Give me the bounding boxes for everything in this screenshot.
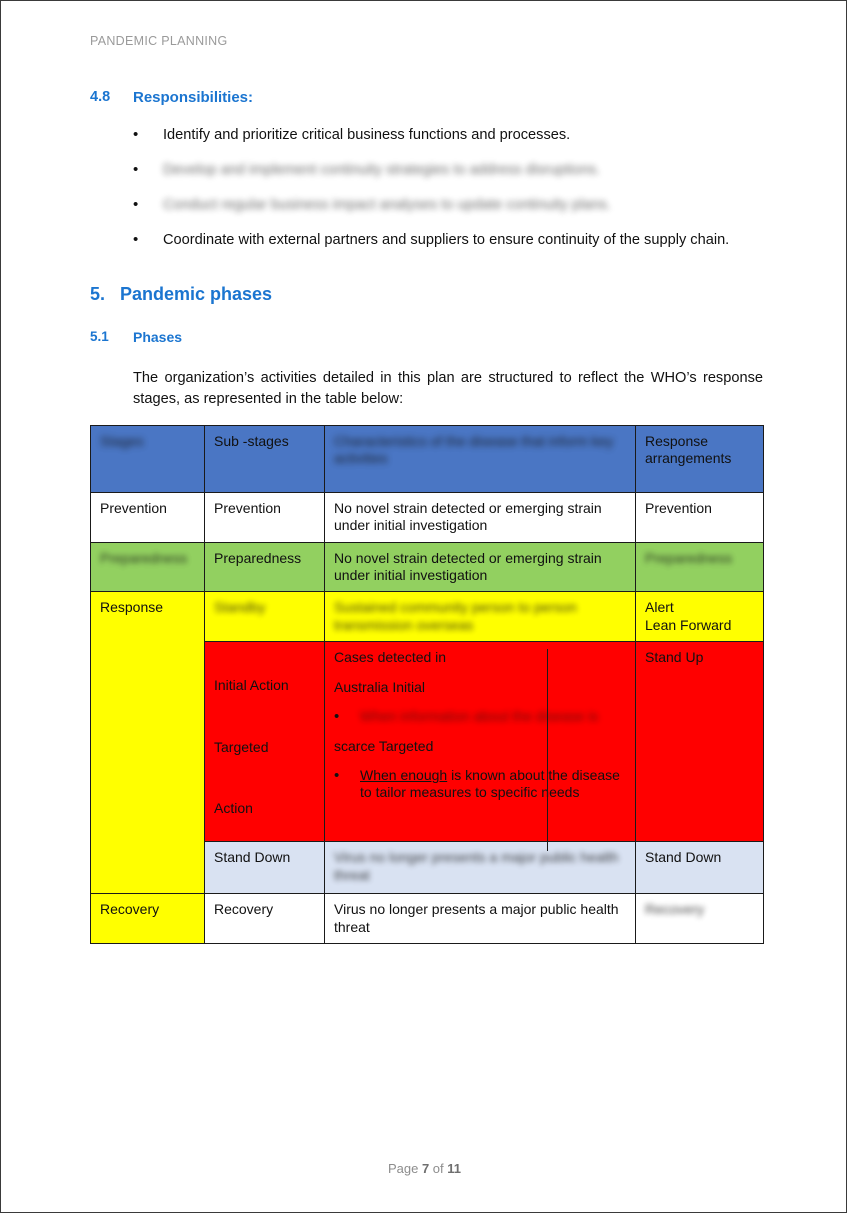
- bullet-dot-icon: •: [334, 767, 340, 785]
- cell-characteristics-label: Virus no longer presents a major public health threat: [334, 849, 619, 883]
- list-item-underlined-phrase: When enough: [360, 767, 448, 784]
- cell-substage-label-targeted: Targeted: [214, 738, 269, 755]
- section-title-responsibilities: Responsibilities:: [133, 89, 254, 106]
- cell-response: [636, 642, 764, 842]
- list-item-label: [360, 767, 627, 801]
- cell-characteristics: [325, 842, 636, 894]
- column-header-sub-stages: [205, 426, 325, 493]
- list-item-rest: is known about the disease to tailor measures to specific needs: [360, 767, 620, 801]
- list-item-label: Identify and prioritize critical business functions and processes.: [163, 127, 571, 143]
- cell-substage: [205, 894, 325, 944]
- list-item: [334, 708, 627, 726]
- characteristics-line-scarce-targeted: scarce Targeted: [334, 737, 434, 754]
- cell-characteristics: [325, 542, 636, 592]
- cell-characteristics-label: No novel strain detected or emerging strain under initial investigation: [334, 500, 602, 534]
- cell-response: [636, 493, 764, 543]
- cell-substage-label: Stand Down: [214, 849, 291, 866]
- bullet-dot-icon: •: [334, 707, 340, 725]
- bullet-dot-icon: •: [133, 196, 139, 213]
- cell-characteristics: [325, 592, 636, 642]
- cell-substage: [205, 592, 325, 642]
- cell-stage-label: Recovery: [100, 901, 160, 918]
- table-header-row: [91, 426, 764, 493]
- cell-response-label: Preparedness: [645, 549, 733, 566]
- list-item: [133, 127, 773, 162]
- cell-stage: [91, 542, 205, 592]
- cell-response: [636, 592, 764, 642]
- footer-middle: of: [429, 1161, 448, 1176]
- cell-stage-label: Preparedness: [100, 549, 188, 566]
- cell-stage-label: Prevention: [100, 500, 167, 516]
- characteristics-bullet-list: [334, 708, 627, 726]
- column-header-stages: [91, 426, 205, 493]
- list-item: [334, 767, 627, 801]
- section-title-phases: Phases: [133, 329, 183, 345]
- cell-characteristics-label: No novel strain detected or emerging strain under initial investigation: [334, 549, 602, 584]
- column-header-characteristics-label: Characteristics of the disease that inform key activities: [334, 433, 614, 467]
- bullet-dot-icon: •: [133, 231, 139, 248]
- cell-response: [636, 842, 764, 894]
- cell-response-label: Prevention: [645, 500, 712, 516]
- cell-response: [636, 542, 764, 592]
- table-row: [91, 542, 764, 592]
- cell-substage-label-initial-action: Initial Action: [214, 677, 289, 694]
- document-header: PANDEMIC PLANNING: [90, 34, 228, 48]
- cell-characteristics-label: Sustained community person to person transmission overseas: [334, 599, 577, 633]
- pandemic-phases-table: [90, 425, 764, 944]
- characteristics-line-cases-detected: Cases detected in: [334, 649, 447, 666]
- list-item: [133, 162, 773, 197]
- cell-response-label-lean-forward: Lean Forward: [645, 616, 732, 633]
- cell-substage: [205, 842, 325, 894]
- list-item-label: Coordinate with external partners and suppliers to ensure continuity of the supply chain.: [163, 232, 730, 248]
- cell-characteristics: [325, 493, 636, 543]
- cell-substage: [205, 493, 325, 543]
- phases-intro-paragraph: The organization’s activities detailed in this plan are structured to reflect the WHO’s response stages, as represented in the table below:: [133, 370, 763, 407]
- cell-stage: [91, 493, 205, 543]
- cell-response-label: Stand Up: [645, 649, 704, 666]
- cell-response-label-alert: Alert: [645, 599, 674, 616]
- footer-prefix: Page: [387, 1161, 422, 1176]
- list-item-label: Develop and implement continuity strategies to address disruptions.: [163, 162, 601, 178]
- table-row: [91, 493, 764, 543]
- cell-stage-response: [91, 592, 205, 894]
- characteristics-line-australia-initial: Australia Initial: [334, 678, 426, 695]
- list-item-label: When information about the disease is: [360, 707, 599, 724]
- column-header-stages-label: Stages: [100, 433, 144, 449]
- column-header-characteristics: [325, 426, 636, 493]
- cell-response: [636, 894, 764, 944]
- table-row: [91, 592, 764, 642]
- column-header-response-arrangements: [636, 426, 764, 493]
- characteristics-bullet-list-2: [334, 767, 627, 801]
- responsibilities-bullet-list: [133, 127, 773, 267]
- cell-characteristics-label: Virus no longer presents a major public health threat: [334, 901, 619, 935]
- bullet-dot-icon: •: [133, 161, 139, 178]
- cell-substage-label: Recovery: [214, 901, 274, 918]
- list-item: [133, 232, 773, 267]
- cell-substage-label: Standby: [214, 599, 266, 616]
- section-number-5: 5.: [90, 284, 106, 304]
- cell-characteristics: [325, 894, 636, 944]
- cell-characteristics: [325, 642, 636, 842]
- cell-response-label: Recovery: [645, 901, 705, 918]
- red-cell-inner-divider: [547, 649, 548, 851]
- cell-substage-label: Prevention: [214, 500, 281, 516]
- cell-stage-label: Response: [100, 599, 164, 616]
- list-item: [133, 197, 773, 232]
- cell-response-label: Stand Down: [645, 849, 722, 866]
- footer-page-number: 7: [421, 1161, 430, 1176]
- cell-substage: [205, 542, 325, 592]
- table-row: [91, 894, 764, 944]
- section-number-5-1: 5.1: [90, 329, 109, 344]
- cell-substage-label-action: Action: [214, 799, 253, 816]
- cell-stage: [91, 894, 205, 944]
- list-item-label: Conduct regular business impact analyses to update continuity plans.: [163, 197, 611, 213]
- page-footer: [1, 1161, 847, 1176]
- cell-substage: [205, 642, 325, 842]
- bullet-dot-icon: •: [133, 126, 139, 143]
- column-header-sub-stages-label: Sub -stages: [214, 433, 289, 449]
- cell-substage-label: Preparedness: [214, 549, 302, 566]
- column-header-response-arrangements-label: Response arrangements: [645, 433, 732, 467]
- section-title-pandemic-phases: Pandemic phases: [120, 284, 273, 304]
- footer-total-pages: 11: [447, 1161, 462, 1176]
- section-number-4-8: 4.8: [90, 89, 111, 105]
